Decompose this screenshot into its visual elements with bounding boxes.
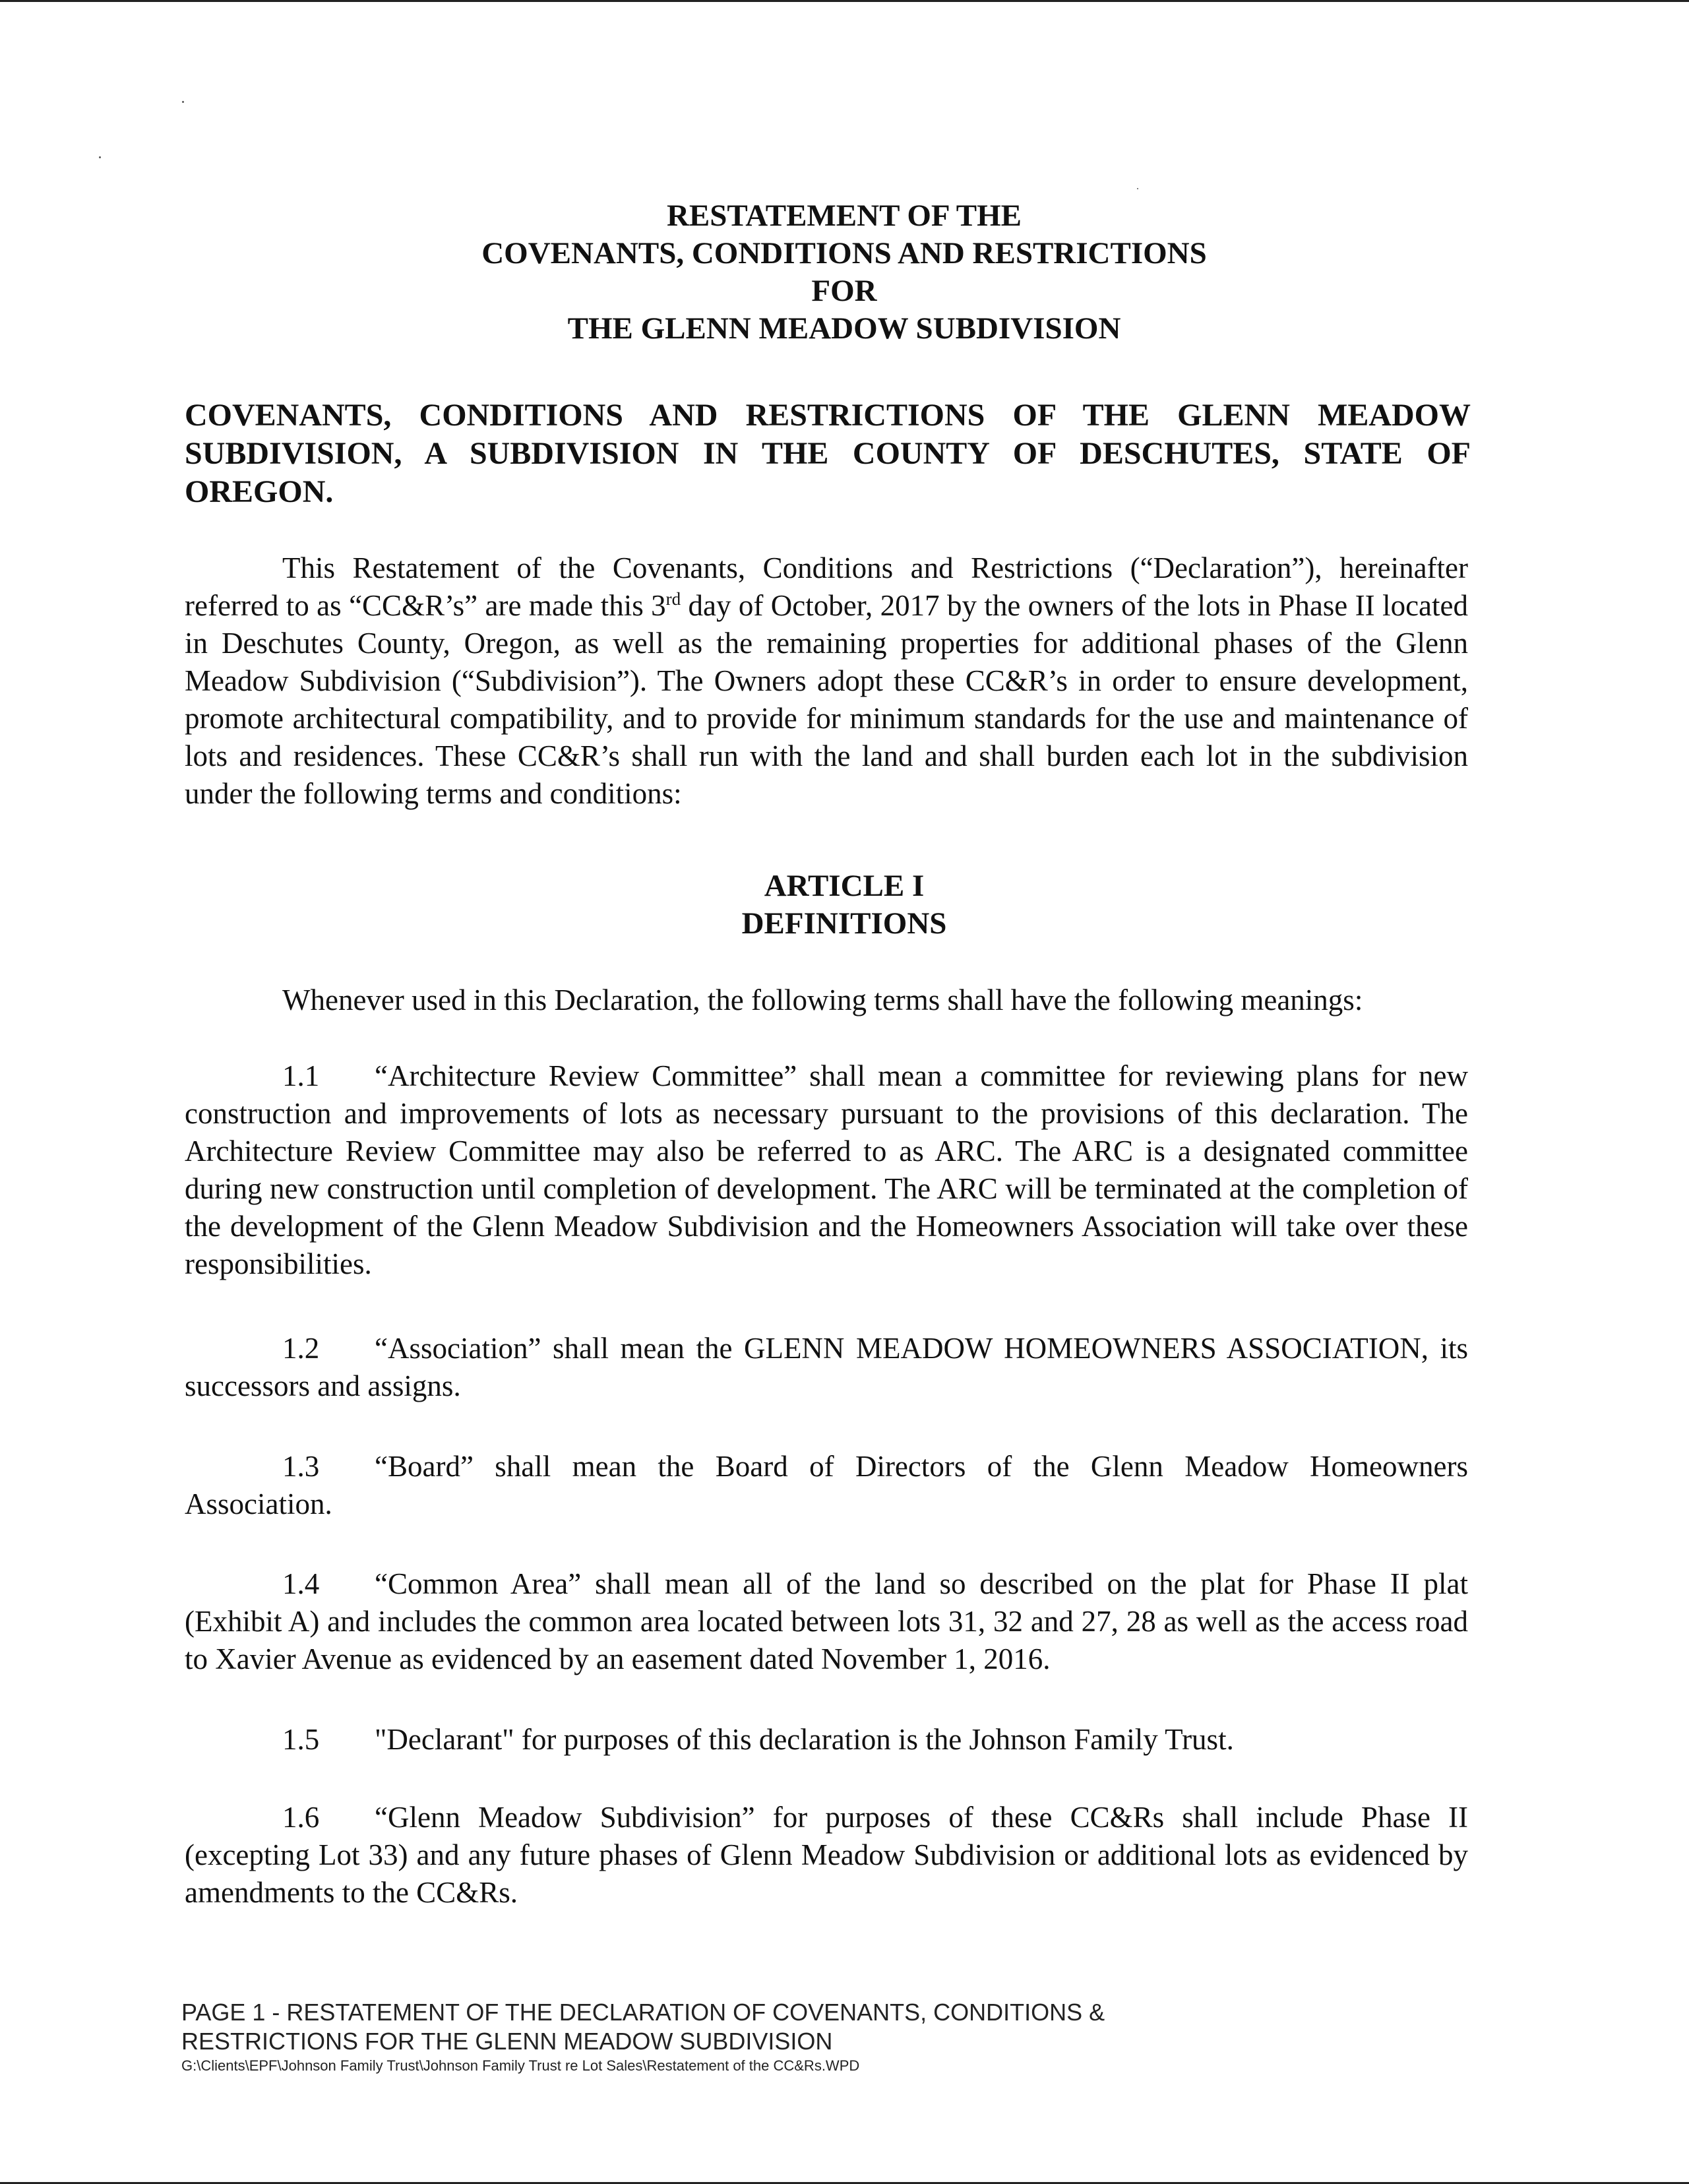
article-heading bbox=[185, 867, 1504, 943]
title-line-1: RESTATEMENT OF THE bbox=[666, 199, 1022, 233]
scan-speck bbox=[99, 156, 101, 158]
intro-text-2: day of October, 2017 by the owners of the lots in Phase II located in Deschutes County, Oregon, as well as the remaining properties for additional phases of the Glenn Meadow Subdivision (“Subdivision”). The Owners adopt these CC&R’s in order to ensure development, promote architectural compatibility, and to provide for minimum standards for the use and maintenance of lots and residences. These CC&R’s shall run with the land and shall burden each lot in the subdivision under the following terms and conditions: bbox=[185, 589, 1468, 810]
definition-1-5 bbox=[185, 1721, 1468, 1759]
intro-ordinal-suffix: rd bbox=[665, 589, 681, 609]
document-title bbox=[185, 197, 1504, 348]
scan-speck bbox=[182, 101, 184, 103]
definition-text: “Board” shall mean the Board of Directors of the Glenn Meadow Homeowners Association. bbox=[185, 1450, 1468, 1520]
definition-number: 1.1 bbox=[282, 1059, 320, 1092]
footer-line-1: PAGE 1 - RESTATEMENT OF THE DECLARATION OF COVENANTS, CONDITIONS & bbox=[181, 1999, 1105, 2026]
definition-number: 1.4 bbox=[282, 1567, 320, 1600]
definition-1-2 bbox=[185, 1330, 1468, 1405]
page-footer bbox=[181, 1998, 1434, 2076]
definition-1-1 bbox=[185, 1057, 1468, 1283]
article-number: ARTICLE I bbox=[764, 869, 925, 903]
footer-line-2: RESTRICTIONS FOR THE GLENN MEADOW SUBDIVISION bbox=[181, 2028, 833, 2055]
definition-text: "Declarant" for purposes of this declaration is the Johnson Family Trust. bbox=[375, 1723, 1234, 1756]
definition-number: 1.2 bbox=[282, 1332, 320, 1365]
definition-number: 1.6 bbox=[282, 1801, 320, 1834]
article-title: DEFINITIONS bbox=[741, 906, 947, 941]
definition-1-6 bbox=[185, 1799, 1468, 1912]
footer-file-path: G:\Clients\EPF\Johnson Family Trust\Johnson Family Trust re Lot Sales\Restatement of the CC&Rs.WPD bbox=[181, 2057, 860, 2074]
scan-speck bbox=[1137, 188, 1138, 189]
intro-paragraph bbox=[185, 549, 1468, 813]
definition-text: “Glenn Meadow Subdivision” for purposes of these CC&Rs shall include Phase II (excepting Lot 33) and any future phases of Glenn Meadow Subdivision or additional lots as evidenced by amendments to the CC&Rs. bbox=[185, 1801, 1468, 1909]
definition-number: 1.3 bbox=[282, 1450, 320, 1483]
intro-text-1: This Restatement of the Covenants, Conditions and Restrictions (“Declaration”), hereinafter referred to as “CC&R’s” are made this 3 bbox=[185, 551, 1468, 622]
document-heading: COVENANTS, CONDITIONS AND RESTRICTIONS OF THE GLENN MEADOW SUBDIVISION, A SUBDIVISION IN THE COUNTY OF DESCHUTES, STATE OF OREGON. bbox=[185, 398, 1471, 509]
definition-text: “Architecture Review Committee” shall mean a committee for reviewing plans for new construction and improvements of lots as necessary pursuant to the provisions of this declaration. The Architecture Review Committee may also be referred to as ARC. The ARC is a designated committee during new construction until completion of development. The ARC will be terminated at the completion of the development of the Glenn Meadow Subdivision and the Homeowners Association will take over these responsibilities. bbox=[185, 1059, 1468, 1280]
title-line-3: FOR bbox=[811, 274, 877, 308]
definitions-intro: Whenever used in this Declaration, the following terms shall have the following meanings: bbox=[282, 983, 1363, 1016]
definition-1-4 bbox=[185, 1565, 1468, 1678]
title-line-4: THE GLENN MEADOW SUBDIVISION bbox=[567, 311, 1121, 346]
definition-1-3 bbox=[185, 1448, 1468, 1523]
definition-text: “Association” shall mean the GLENN MEADOW HOMEOWNERS ASSOCIATION, its successors and assigns. bbox=[185, 1332, 1468, 1402]
definition-text: “Common Area” shall mean all of the land so described on the plat for Phase II plat (Exhibit A) and includes the common area located between lots 31, 32 and 27, 28 as well as the access road to Xavier Avenue as evidenced by an easement dated November 1, 2016. bbox=[185, 1567, 1468, 1675]
definition-number: 1.5 bbox=[282, 1723, 320, 1756]
title-line-2: COVENANTS, CONDITIONS AND RESTRICTIONS bbox=[481, 236, 1207, 270]
